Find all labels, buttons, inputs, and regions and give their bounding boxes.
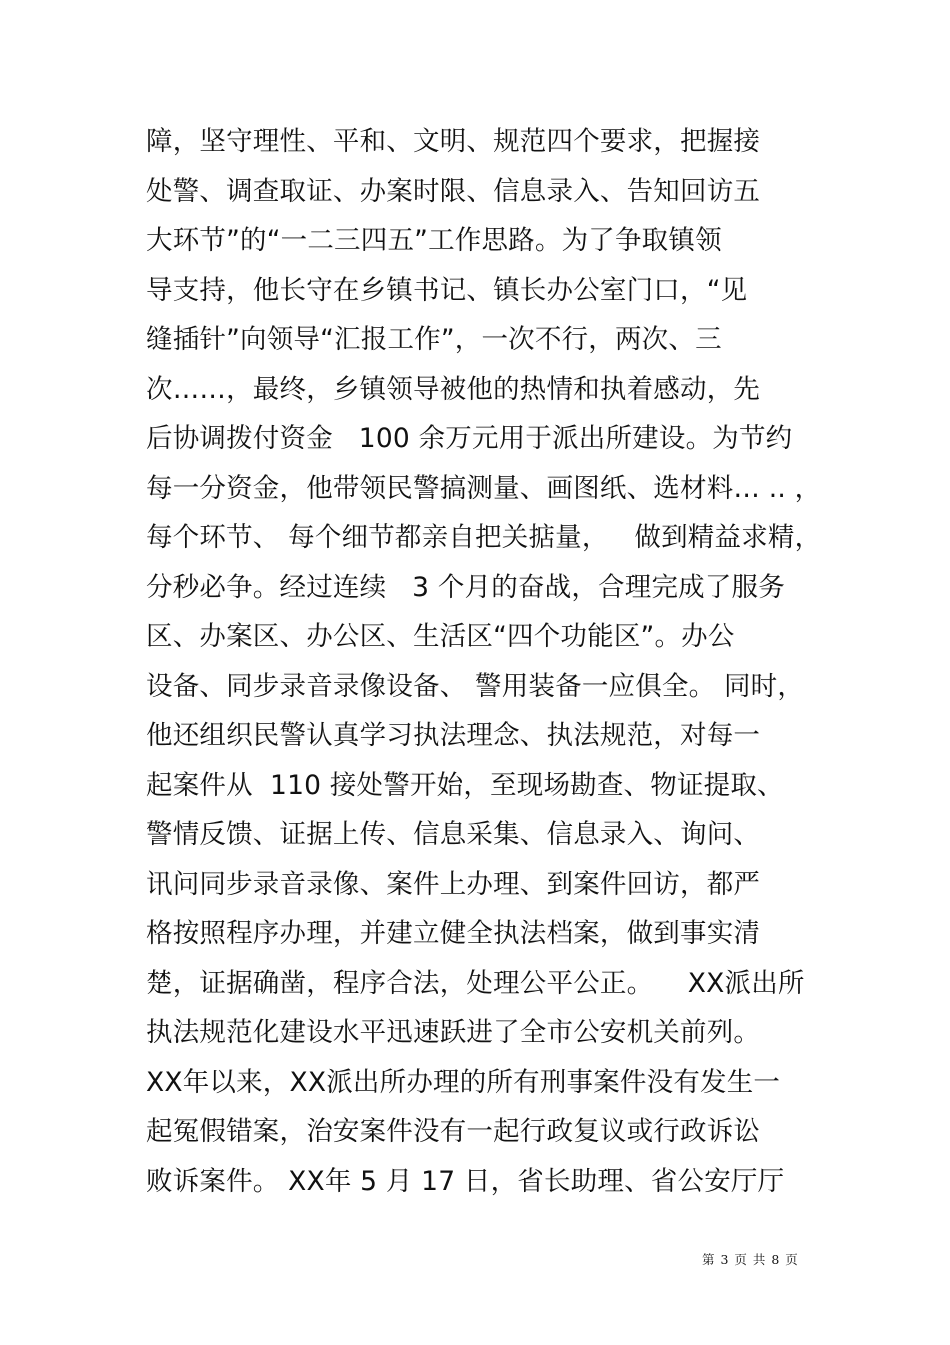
text-line: 起案件从 110 接处警开始，至现场勘查、物证提取、 [146, 769, 784, 801]
text-line: 次……，最终，乡镇领导被他的热情和执着感动，先 [146, 373, 761, 405]
text-line: 他还组织民警认真学习执法理念、执法规范，对每一 [146, 720, 761, 751]
text-line: 起冤假错案，治安案件没有一起行政复议或行政诉讼 [146, 1116, 761, 1147]
text-line: 导支持，他长守在乡镇书记、镇长办公室门口，“见 [146, 274, 748, 306]
text-line: 缝插针”向领导“汇报工作”，一次不行，两次、三 [146, 324, 722, 355]
page-number-footer: 第 3 页 共 8 页 [702, 1252, 799, 1267]
text-line: 区、办案区、办公区、生活区“四个功能区”。办公 [146, 621, 735, 652]
text-line: 每一分资金，他带领民警搞测量、画图纸、选材料… .. ， [146, 472, 822, 504]
text-line: 格按照程序办理，并建立健全执法档案，做到事实清 [146, 918, 761, 949]
text-line: 分秒必争。经过连续 3 个月的奋战，合理完成了服务 [146, 571, 785, 603]
text-line: 执法规范化建设水平迅速跃进了全市公安机关前列。 [146, 1017, 761, 1048]
text-line: 讯问同步录音录像、案件上办理、到案件回访，都严 [146, 868, 761, 900]
text-line: 障，坚守理性、平和、文明、规范四个要求，把握接 [146, 126, 761, 157]
text-line: 每个环节、 每个细节都亲自把关掂量， 做到精益求精， [146, 522, 822, 553]
text-line: 楚，证据确凿，程序合法，处理公平公正。 XX派出所 [146, 967, 805, 999]
text-line: 败诉案件。 XX年 5 月 17 日，省长助理、省公安厅厅 [146, 1165, 785, 1197]
body-text [146, 117, 846, 1206]
text-line: 处警、调查取证、办案时限、信息录入、告知回访五 [146, 175, 761, 207]
text-line: 警情反馈、证据上传、信息采集、信息录入、询问、 [146, 819, 761, 850]
text-line: 大环节”的“一二三四五”工作思路。为了争取镇领 [146, 225, 722, 256]
text-line: 后协调拨付资金 100 余万元用于派出所建设。为节约 [146, 423, 793, 454]
text-line: 设备、同步录音录像设备、 警用装备一应俱全。 同时， [146, 670, 805, 702]
text-line: XX年以来，XX派出所办理的所有刑事案件没有发生一 [146, 1066, 781, 1098]
